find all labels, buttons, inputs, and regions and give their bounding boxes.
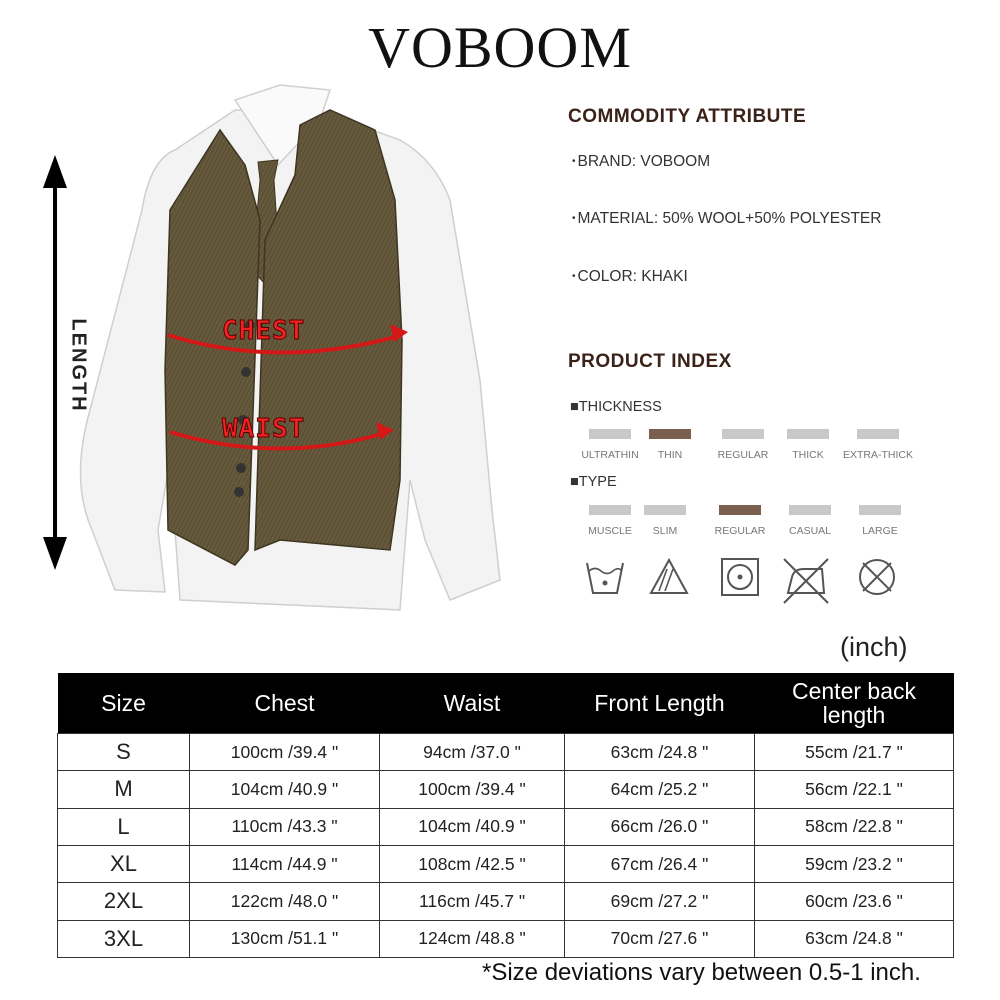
table-row	[58, 734, 954, 771]
thickness-label: ■THICKNESS	[570, 399, 662, 415]
type-option: SLIM	[625, 505, 705, 537]
thickness-option: REGULAR	[703, 429, 783, 461]
cell-chest: 104cm /40.9 "	[190, 771, 380, 808]
size-chart-table	[57, 673, 954, 958]
table-row	[58, 808, 954, 845]
table-header-row	[58, 673, 954, 734]
cell-front-length: 63cm /24.8 "	[565, 734, 755, 771]
hand-wash-icon	[583, 555, 627, 599]
table-row	[58, 771, 954, 808]
cell-size: 3XL	[58, 920, 190, 957]
thickness-option: THICK	[768, 429, 848, 461]
type-option: LARGE	[840, 505, 920, 537]
cell-center-back-length: 58cm /22.8 "	[755, 808, 954, 845]
no-dry-clean-icon	[855, 555, 899, 599]
cell-chest: 122cm /48.0 "	[190, 883, 380, 920]
cell-center-back-length: 59cm /23.2 "	[755, 845, 954, 882]
attr-material: • MATERIAL: 50% WOOL+50% POLYESTER	[572, 210, 882, 227]
cell-waist: 124cm /48.8 "	[380, 920, 565, 957]
header-chest: Chest	[190, 673, 380, 734]
brand-title: VOBOOM	[368, 15, 632, 80]
type-option-selected: REGULAR	[700, 505, 780, 537]
attr-color: • COLOR: KHAKI	[572, 268, 688, 285]
cell-chest: 100cm /39.4 "	[190, 734, 380, 771]
type-scale	[570, 505, 940, 545]
cell-size: M	[58, 771, 190, 808]
cell-size: XL	[58, 845, 190, 882]
thickness-option: EXTRA-THICK	[838, 429, 918, 461]
table-row	[58, 845, 954, 882]
cell-size: 2XL	[58, 883, 190, 920]
size-deviation-note: *Size deviations vary between 0.5-1 inch.	[482, 959, 921, 986]
cell-size: S	[58, 734, 190, 771]
tumble-dry-icon	[718, 555, 762, 599]
cell-front-length: 64cm /25.2 "	[565, 771, 755, 808]
table-row	[58, 883, 954, 920]
header-waist: Waist	[380, 673, 565, 734]
cell-front-length: 67cm /26.4 "	[565, 845, 755, 882]
attr-brand: • BRAND: VOBOOM	[572, 153, 711, 170]
cell-center-back-length: 60cm /23.6 "	[755, 883, 954, 920]
thickness-option: ULTRATHIN	[570, 429, 650, 461]
header-front-length: Front Length	[565, 673, 755, 734]
header-size: Size	[58, 673, 190, 734]
no-iron-icon	[780, 555, 832, 607]
cell-size: L	[58, 808, 190, 845]
type-label: ■TYPE	[570, 474, 617, 490]
care-icons	[575, 555, 935, 610]
thickness-option-selected: THIN	[630, 429, 710, 461]
cell-waist: 116cm /45.7 "	[380, 883, 565, 920]
cell-waist: 108cm /42.5 "	[380, 845, 565, 882]
cell-waist: 94cm /37.0 "	[380, 734, 565, 771]
unit-label: (inch)	[840, 632, 908, 662]
cell-chest: 110cm /43.3 "	[190, 808, 380, 845]
cell-center-back-length: 63cm /24.8 "	[755, 920, 954, 957]
table-row	[58, 920, 954, 957]
cell-front-length: 70cm /27.6 "	[565, 920, 755, 957]
waist-label: WAIST	[222, 414, 306, 444]
vest-illustration	[30, 80, 550, 640]
type-option: MUSCLE	[570, 505, 650, 537]
thickness-scale	[570, 429, 940, 469]
chest-label: CHEST	[222, 316, 306, 346]
cell-center-back-length: 56cm /22.1 "	[755, 771, 954, 808]
header-center-back-length: Center back length	[755, 673, 954, 734]
bleach-icon	[647, 555, 691, 599]
length-label: LENGTH	[67, 317, 90, 413]
product-index-heading: PRODUCT INDEX	[568, 351, 732, 372]
commodity-heading: COMMODITY ATTRIBUTE	[568, 106, 807, 127]
cell-chest: 130cm /51.1 "	[190, 920, 380, 957]
cell-chest: 114cm /44.9 "	[190, 845, 380, 882]
cell-waist: 104cm /40.9 "	[380, 808, 565, 845]
cell-front-length: 66cm /26.0 "	[565, 808, 755, 845]
cell-waist: 100cm /39.4 "	[380, 771, 565, 808]
type-option: CASUAL	[770, 505, 850, 537]
cell-center-back-length: 55cm /21.7 "	[755, 734, 954, 771]
cell-front-length: 69cm /27.2 "	[565, 883, 755, 920]
